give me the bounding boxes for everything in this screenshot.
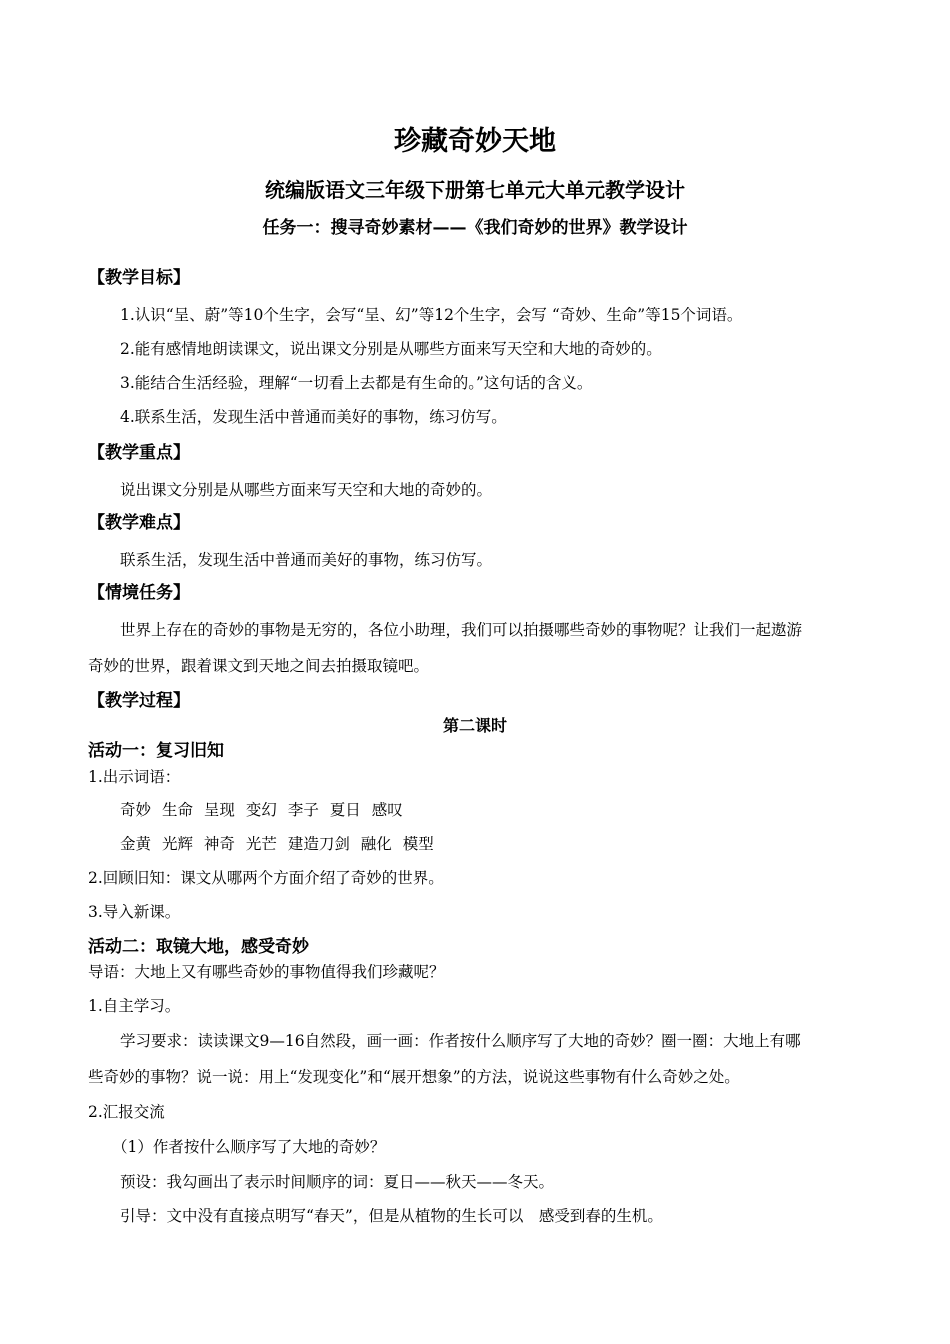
guide-text: 引导：文中没有直接点明写“春天”，但是从植物的生长可以 感受到春的生机。	[120, 1207, 663, 1225]
word: 融化	[360, 835, 392, 853]
activity1-step1: 1.出示词语：	[88, 768, 181, 786]
requirement-line-2: 些奇妙的事物？说一说：用上“发现变化”和“展开想象”的方法，说说这些事物有什么奇妙之处。	[88, 1068, 740, 1086]
word: 夏日	[329, 801, 361, 819]
situation-line-1: 世界上存在的奇妙的事物是无穷的，各位小助理，我们可以拍摄哪些奇妙的事物呢？让我们一起遨游	[120, 621, 803, 639]
goal-item: 4.联系生活，发现生活中普通而美好的事物，练习仿写。	[120, 408, 507, 426]
question-1: （1）作者按什么顺序写了大地的奇妙？	[112, 1138, 386, 1156]
lesson-label: 第二课时	[442, 716, 507, 735]
word: 建造刀剑	[287, 835, 350, 853]
key-points-text: 说出课文分别是从哪些方面来写天空和大地的奇妙的。	[120, 481, 493, 499]
word: 生命	[161, 801, 193, 819]
word: 光芒	[245, 835, 277, 853]
difficulties-text: 联系生活，发现生活中普通而美好的事物，练习仿写。	[120, 551, 493, 569]
activity1-step3: 3.导入新课。	[88, 903, 181, 921]
goal-item: 2.能有感情地朗读课文，说出课文分别是从哪些方面来写天空和大地的奇妙的。	[120, 340, 662, 358]
difficulties-heading: 【教学难点】	[88, 513, 190, 533]
word: 金黄	[120, 835, 152, 853]
preset-answer: 预设：我勾画出了表示时间顺序的词：夏日——秋天——冬天。	[120, 1173, 555, 1191]
goal-item: 3.能结合生活经验，理解“一切看上去都是有生命的。”这句话的含义。	[120, 374, 593, 392]
word: 光辉	[161, 835, 193, 853]
situation-heading: 【情境任务】	[88, 583, 190, 603]
word: 神奇	[203, 835, 235, 853]
word: 呈现	[203, 801, 235, 819]
word: 奇妙	[120, 801, 152, 819]
word: 李子	[287, 801, 319, 819]
goal-item: 1.认识“呈、蔚”等10个生字，会写“呈、幻”等12个生字，会写 “奇妙、生命”等15个词语。	[120, 306, 743, 324]
activity2-step1: 1.自主学习。	[88, 997, 181, 1015]
word: 变幻	[245, 801, 277, 819]
task-title: 任务一：搜寻奇妙素材——《我们奇妙的世界》教学设计	[262, 218, 688, 238]
activity2-heading: 活动二：取镜大地，感受奇妙	[88, 937, 309, 957]
situation-line-2: 奇妙的世界，跟着课文到天地之间去拍摄取镜吧。	[88, 657, 430, 675]
process-heading: 【教学过程】	[88, 691, 190, 711]
word: 感叹	[371, 801, 403, 819]
activity1-heading: 活动一：复习旧知	[88, 741, 224, 761]
key-points-heading: 【教学重点】	[88, 443, 190, 463]
document-subtitle: 统编版语文三年级下册第七单元大单元教学设计	[265, 178, 685, 202]
activity2-step2: 2.汇报交流	[88, 1103, 165, 1121]
document-title: 珍藏奇妙天地	[394, 126, 556, 157]
activity2-intro: 导语：大地上又有哪些奇妙的事物值得我们珍藏呢？	[88, 963, 445, 981]
word-row-1	[120, 800, 409, 820]
activity1-step2: 2.回顾旧知：课文从哪两个方面介绍了奇妙的世界。	[88, 869, 444, 887]
word-row-2	[120, 834, 440, 854]
requirement-line-1: 学习要求：读读课文9—16自然段，画一画：作者按什么顺序写了大地的奇妙？圈一圈：大地上有哪	[120, 1032, 801, 1050]
word: 模型	[402, 835, 434, 853]
goals-heading: 【教学目标】	[88, 268, 190, 288]
